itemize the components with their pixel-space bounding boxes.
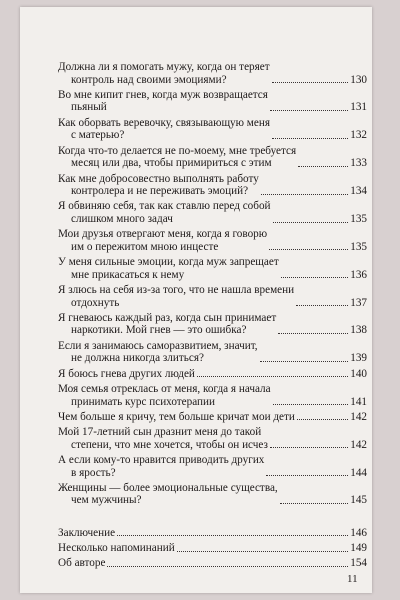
toc-entry-line: им о пережитом мною инцесте <box>71 240 219 253</box>
toc-entry-title <box>58 426 268 451</box>
toc-entry-line: Женщины — более эмоциональные существа, <box>58 481 278 494</box>
toc-entry <box>58 256 367 281</box>
toc-entry-line: Я гневаюсь каждый раз, когда сын принимает <box>58 311 277 324</box>
toc-entry-line: Когда что-то делается не по-моему, мне требуется <box>58 144 297 157</box>
toc-entry-title <box>58 89 268 114</box>
toc-entry-line: степени, что мне хочется, чтобы он исчез <box>71 438 268 451</box>
toc-entry <box>58 117 367 142</box>
toc-entry-page: 130 <box>350 73 367 86</box>
toc-entry <box>58 368 367 381</box>
leader-dots <box>298 166 348 167</box>
toc-entry <box>58 383 367 408</box>
toc-entry-line: Моя семья отреклась от меня, когда я начала <box>58 382 271 395</box>
toc-entry-title <box>58 411 295 424</box>
toc-entry-line: контроль над своими эмоциями? <box>71 73 227 86</box>
leader-dots <box>278 333 348 334</box>
leader-dots <box>107 566 348 567</box>
toc-entry <box>58 284 367 309</box>
leader-dots <box>266 475 348 476</box>
toc-entry-page: 136 <box>350 268 367 281</box>
leader-dots <box>297 419 348 420</box>
toc-entry-title <box>58 482 278 507</box>
toc-entry-title <box>58 340 258 365</box>
toc-entry-page: 135 <box>350 212 367 225</box>
toc-entry-line: Мои друзья отвергают меня, когда я говорю <box>58 228 268 241</box>
toc-entry-line: Заключение <box>58 526 116 539</box>
toc-entry <box>58 411 367 424</box>
toc-entry-line: пьяный <box>71 101 107 114</box>
leader-dots <box>272 82 349 83</box>
toc-entry-title <box>58 117 270 142</box>
toc-entry <box>58 173 367 198</box>
section-spacer <box>58 510 367 527</box>
toc-entry-title <box>58 312 276 337</box>
toc-entry-line: отдохнуть <box>71 296 120 309</box>
leader-dots <box>260 361 349 362</box>
toc-entry-line: не должна никогда злиться? <box>71 352 204 365</box>
toc-entry-line: чем мужчины? <box>71 494 142 507</box>
leader-dots <box>272 138 348 139</box>
toc-entry <box>58 426 367 451</box>
toc-entry-title <box>58 368 195 381</box>
toc-entry-line: в ярость? <box>71 466 116 479</box>
toc-entry-page: 149 <box>350 541 367 554</box>
toc-entry-line: мне прикасаться к нему <box>71 268 185 281</box>
toc-entry <box>58 482 367 507</box>
toc-entry-line: Как мне добросовестно выполнять работу <box>58 172 259 185</box>
toc-entry-line: Несколько напоминаний <box>58 541 175 554</box>
toc-entry-line: Я обвиняю себя, так как ставлю перед собой <box>58 200 271 213</box>
leader-dots <box>273 222 349 223</box>
toc-entry <box>58 61 367 86</box>
toc-entry <box>58 454 367 479</box>
toc-entry-page: 142 <box>350 438 367 451</box>
toc-entry-about-author <box>58 557 367 570</box>
toc-entry-line: слишком много задач <box>71 212 173 225</box>
toc-entry-page: 154 <box>350 557 367 570</box>
toc-entry-line: У меня сильные эмоции, когда муж запрещает <box>58 256 279 269</box>
toc-entry-line: Должна ли я помогать мужу, когда он теряет <box>58 61 270 73</box>
toc-entry-title <box>58 383 271 408</box>
toc-entry-title <box>58 542 175 555</box>
table-of-contents <box>58 61 367 573</box>
page-number: 11 <box>347 573 358 585</box>
toc-entry-conclusion <box>58 527 367 540</box>
leader-dots <box>177 551 349 552</box>
toc-entry <box>58 145 367 170</box>
toc-entry-title <box>58 454 264 479</box>
leader-dots <box>117 535 348 536</box>
toc-entry <box>58 228 367 253</box>
toc-entry-title <box>58 256 279 281</box>
toc-entry-line: А если кому-то нравится приводить других <box>58 453 265 466</box>
leader-dots <box>296 305 348 306</box>
toc-entry-line: Я злюсь на себя из-за того, что не нашла времени <box>58 284 295 296</box>
toc-entry-line: Во мне кипит гнев, когда муж возвращается <box>58 88 268 101</box>
toc-entry-title <box>58 145 296 170</box>
leader-dots <box>281 277 348 278</box>
toc-entry-page: 142 <box>350 410 367 423</box>
leader-dots <box>261 194 348 195</box>
leader-dots <box>273 404 349 405</box>
toc-entry-page: 137 <box>350 296 367 309</box>
toc-entry-title <box>58 200 271 225</box>
toc-entry <box>58 340 367 365</box>
toc-entry-reminders <box>58 542 367 555</box>
toc-entry <box>58 89 367 114</box>
toc-entry-page: 132 <box>350 129 367 142</box>
toc-entry-page: 131 <box>350 101 367 114</box>
toc-entry-title <box>58 61 270 86</box>
toc-entry-page: 144 <box>350 466 367 479</box>
toc-entry-page: 145 <box>350 494 367 507</box>
toc-entry-line: наркотики. Мой гнев — это ошибка? <box>71 324 247 337</box>
toc-entry-page: 140 <box>350 367 367 380</box>
toc-entry-page: 141 <box>350 395 367 408</box>
leader-dots <box>270 447 348 448</box>
toc-entry-title <box>58 527 115 540</box>
toc-entry-page: 138 <box>350 324 367 337</box>
toc-entry-line: Я боюсь гнева других людей <box>58 367 195 380</box>
toc-entry-page: 139 <box>350 352 367 365</box>
toc-entry-page: 135 <box>350 240 367 253</box>
leader-dots <box>270 110 348 111</box>
toc-entry-line: принимать курс психотерапии <box>71 395 216 408</box>
toc-entry-title <box>58 228 267 253</box>
toc-entry-title <box>58 284 294 309</box>
leader-dots <box>197 376 348 377</box>
book-page <box>20 7 372 593</box>
toc-entry-line: Об авторе <box>58 557 106 570</box>
toc-entry-line: месяц или два, чтобы примириться с этим <box>71 157 272 170</box>
toc-entry-page: 146 <box>350 526 367 539</box>
toc-entry-line: с матерью? <box>71 129 125 142</box>
toc-entry-line: Мой 17-летний сын дразнит меня до такой <box>58 426 262 439</box>
leader-dots <box>269 249 348 250</box>
toc-entry-line: Если я занимаюсь саморазвитием, значит, <box>58 339 258 352</box>
toc-entry-line: Чем больше я кричу, тем больше кричат мои дети <box>58 410 295 423</box>
toc-entry-page: 133 <box>350 157 367 170</box>
toc-entry-line: Как оборвать веревочку, связывающую меня <box>58 116 270 129</box>
toc-entry-line: контролера и не переживать эмоций? <box>71 185 249 198</box>
toc-entry-title <box>58 173 259 198</box>
toc-entry-title <box>58 557 105 570</box>
toc-entry <box>58 312 367 337</box>
leader-dots <box>280 503 349 504</box>
toc-entry-page: 134 <box>350 185 367 198</box>
toc-entry <box>58 200 367 225</box>
